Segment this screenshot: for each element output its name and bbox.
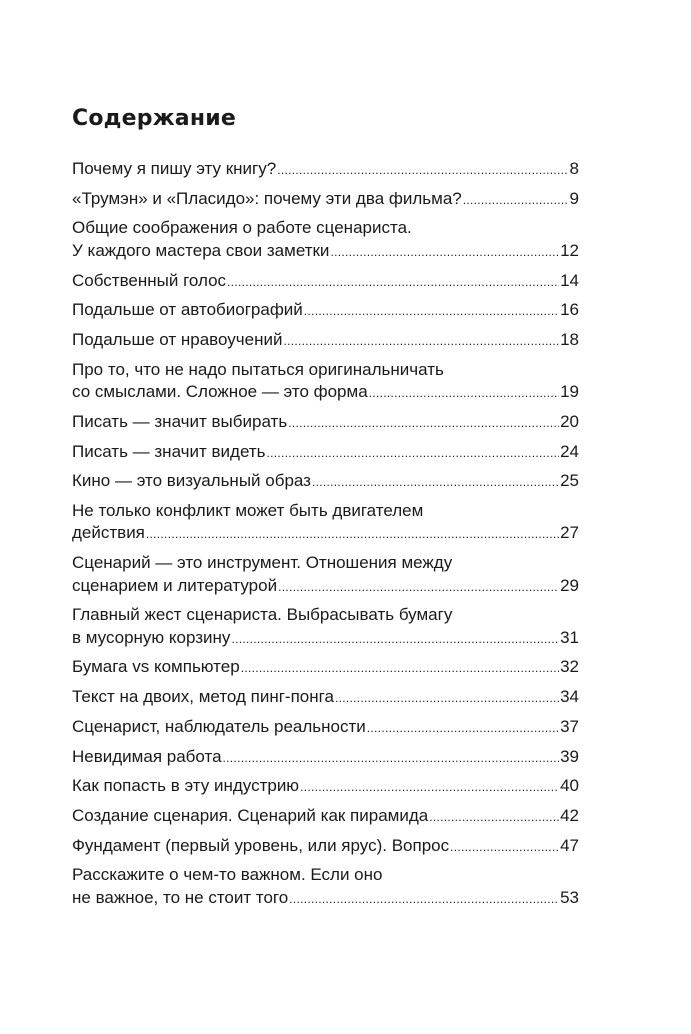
toc-entry-line [72, 381, 579, 405]
toc-entry-title: Почему я пишу эту книгу? [72, 159, 277, 178]
toc-page-number: 40 [560, 776, 579, 796]
toc-entry[interactable] [72, 716, 579, 740]
dot-leader [300, 776, 559, 799]
toc-entry-title: действия [72, 523, 145, 543]
toc-entry[interactable] [72, 411, 579, 435]
toc-entry-line [72, 716, 579, 740]
toc-entry-title: «Трумэн» и «Пласидо»: почему эти два фильма? [72, 188, 462, 208]
toc-page-number: 14 [560, 270, 579, 290]
dot-leader [463, 189, 569, 212]
toc-entry-title: не важное, то не стоит того [72, 887, 289, 907]
toc-page-number: 53 [560, 887, 579, 907]
toc-entry[interactable] [72, 359, 579, 405]
toc-page-number: 8 [569, 159, 579, 178]
toc-entry-line [72, 240, 579, 264]
toc-entry-title: Текст на двоих, метод пинг-понга [72, 687, 334, 707]
toc-entry[interactable] [72, 686, 579, 710]
toc-entry[interactable] [72, 835, 579, 859]
toc-entry-line [72, 686, 579, 710]
table-of-contents [72, 158, 579, 916]
toc-entry[interactable] [72, 552, 579, 598]
toc-entry-title: Бумага vs компьютер [72, 657, 240, 677]
toc-page-number: 37 [560, 716, 579, 736]
toc-entry[interactable] [72, 188, 579, 212]
toc-page-number: 18 [560, 329, 579, 349]
toc-entry[interactable] [72, 656, 579, 680]
toc-entry-title: Невидимая работа [72, 746, 222, 766]
toc-entry[interactable] [72, 441, 579, 465]
toc-entry-title-line: Расскажите о чем-то важном. Если оно [72, 865, 383, 885]
toc-entry[interactable] [72, 864, 579, 910]
toc-entry-line [72, 329, 579, 353]
toc-entry[interactable] [72, 329, 579, 353]
toc-entry-title-line: Общие соображения о работе сценариста. [72, 218, 412, 238]
toc-entry-title: Писать — значит выбирать [72, 411, 288, 431]
toc-entry-title: сценарием и литературой [72, 575, 278, 595]
toc-entry[interactable] [72, 500, 579, 546]
toc-page-number: 9 [569, 188, 579, 208]
dot-leader [369, 382, 559, 405]
toc-entry[interactable] [72, 775, 579, 799]
toc-entry-title-line: Не только конфликт может быть двигателем [72, 500, 424, 520]
dot-leader [335, 687, 559, 710]
toc-entry-line [72, 746, 579, 770]
toc-page-number: 39 [560, 746, 579, 766]
dot-leader [330, 241, 559, 264]
toc-page-number: 24 [560, 441, 579, 461]
toc-entry-title: в мусорную корзину [72, 627, 231, 647]
toc-entry-title: У каждого мастера свои заметки [72, 240, 330, 260]
toc-entry[interactable] [72, 470, 579, 494]
toc-page-number: 29 [560, 575, 579, 595]
toc-page-number: 25 [560, 471, 579, 491]
toc-page-number: 32 [560, 657, 579, 677]
dot-leader [267, 442, 560, 465]
toc-entry-line [72, 270, 579, 294]
toc-entry-title: Подальше от автобиографий [72, 300, 303, 320]
dot-leader [223, 747, 560, 770]
toc-entry[interactable] [72, 604, 579, 650]
page-title: Содержание [72, 106, 236, 131]
toc-entry-title: Фундамент (первый уровень, или ярус). Вопрос [72, 835, 450, 855]
dot-leader [450, 836, 559, 859]
toc-entry-title: Подальше от нравоучений [72, 329, 283, 349]
toc-entry-line [72, 522, 579, 546]
dot-leader [304, 300, 559, 323]
toc-entry[interactable] [72, 158, 579, 182]
dot-leader [241, 657, 559, 680]
dot-leader [312, 471, 559, 494]
toc-entry-title: Как попасть в эту индустрию [72, 776, 300, 796]
dot-leader [277, 159, 568, 182]
toc-entry[interactable] [72, 270, 579, 294]
dot-leader [146, 523, 559, 546]
toc-entry-line [72, 575, 579, 599]
toc-page-number: 27 [560, 523, 579, 543]
toc-page-number: 12 [560, 240, 579, 260]
toc-entry-line [72, 441, 579, 465]
toc-entry-line [72, 299, 579, 323]
toc-page-number: 20 [560, 411, 579, 431]
toc-page-number: 34 [560, 687, 579, 707]
toc-entry-line [72, 188, 579, 212]
toc-entry-line [72, 627, 579, 651]
toc-entry-line [72, 835, 579, 859]
toc-page-number: 16 [560, 300, 579, 320]
toc-entry-title: Кино — это визуальный образ [72, 471, 311, 491]
toc-entry-title: Писать — значит видеть [72, 441, 266, 461]
toc-entry[interactable] [72, 805, 579, 829]
toc-entry[interactable] [72, 299, 579, 323]
toc-entry-line [72, 411, 579, 435]
dot-leader [278, 576, 559, 599]
dot-leader [429, 806, 559, 829]
toc-page-number: 31 [560, 627, 579, 647]
toc-entry-title: со смыслами. Сложное — это форма [72, 382, 368, 402]
toc-entry-line [72, 887, 579, 911]
toc-page-number: 42 [560, 805, 579, 825]
toc-entry-line [72, 805, 579, 829]
toc-entry-title: Создание сценария. Сценарий как пирамида [72, 805, 429, 825]
dot-leader [289, 888, 559, 911]
dot-leader [367, 717, 559, 740]
toc-entry-title: Собственный голос [72, 270, 227, 290]
dot-leader [283, 330, 559, 353]
toc-entry[interactable] [72, 746, 579, 770]
dot-leader [227, 271, 559, 294]
toc-page-number: 19 [560, 382, 579, 402]
toc-entry-line [72, 158, 579, 182]
toc-page-number: 47 [560, 835, 579, 855]
toc-entry-title-line: Сценарий — это инструмент. Отношения между [72, 553, 453, 573]
toc-entry-title-line: Про то, что не надо пытаться оригинальничать [72, 359, 444, 379]
toc-entry-line [72, 775, 579, 799]
toc-entry-line [72, 470, 579, 494]
toc-entry-title: Сценарист, наблюдатель реальности [72, 716, 366, 736]
dot-leader [288, 412, 559, 435]
toc-entry[interactable] [72, 217, 579, 263]
toc-entry-title-line: Главный жест сценариста. Выбрасывать бумагу [72, 605, 453, 625]
toc-entry-line [72, 656, 579, 680]
dot-leader [231, 628, 559, 651]
